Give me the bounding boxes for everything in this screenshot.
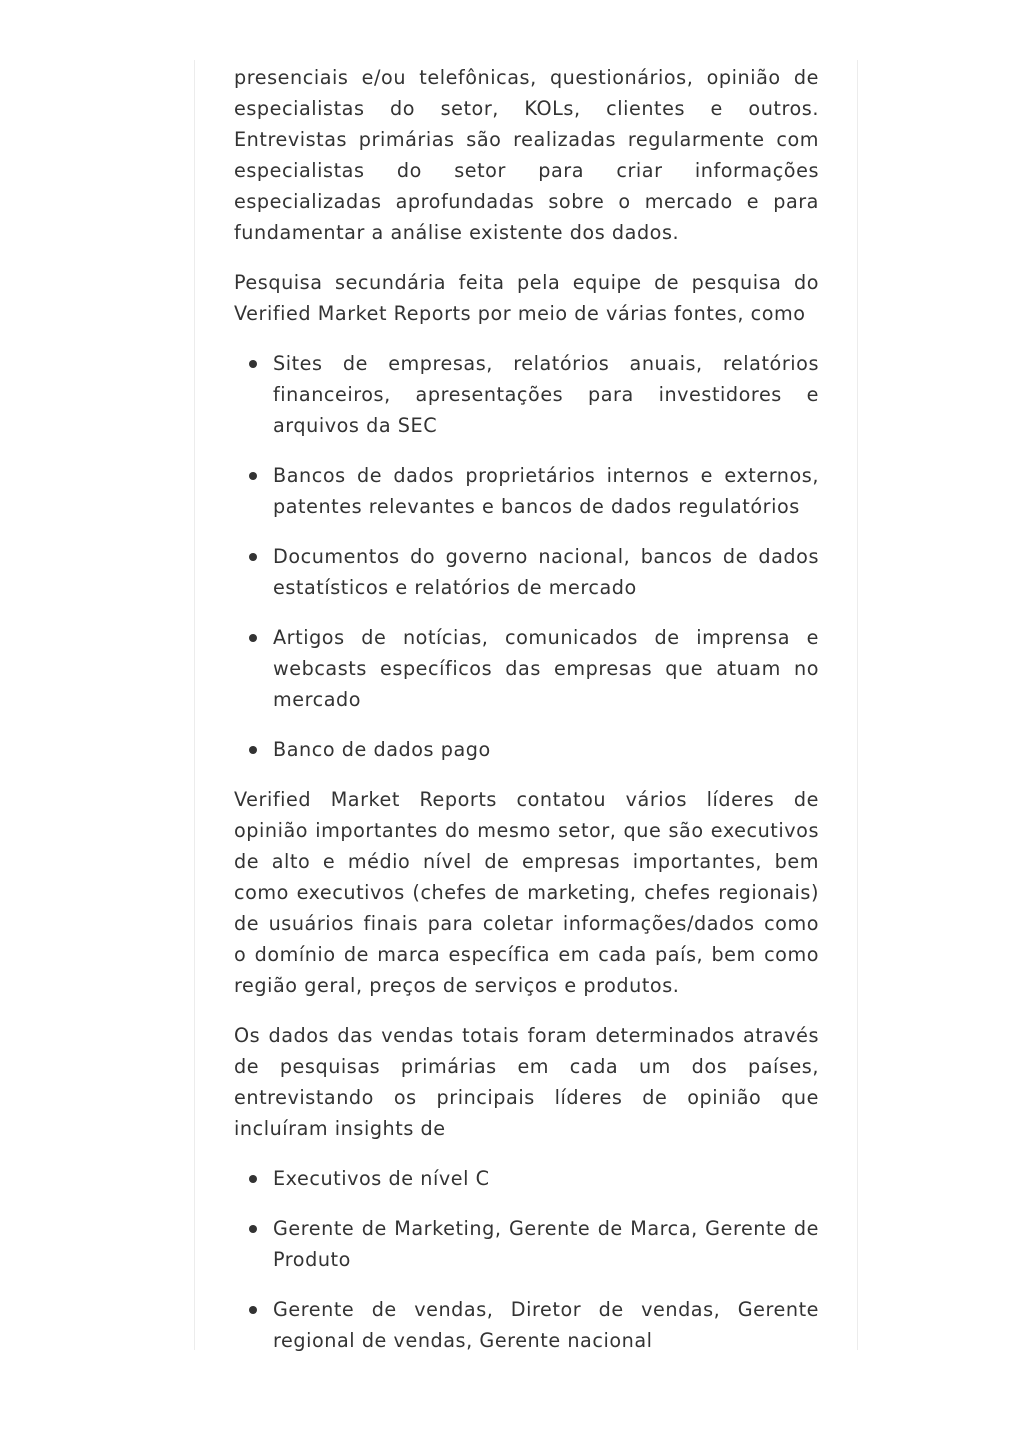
list-item (234, 1213, 819, 1275)
list-item (234, 622, 819, 715)
list-item (234, 1294, 819, 1356)
bullet-icon (249, 472, 257, 480)
list-item-text: Banco de dados pago (273, 738, 491, 761)
content-card (194, 60, 858, 1350)
bullet-icon (249, 1225, 257, 1233)
list-item-text: Executivos de nível C (273, 1167, 490, 1190)
bullet-icon (249, 1175, 257, 1183)
list-item-text: Artigos de notícias, comunicados de imprensa e webcasts específicos das empresas que atuam no mercado (273, 626, 819, 711)
list-item (234, 348, 819, 441)
list-item-text: Sites de empresas, relatórios anuais, relatórios financeiros, apresentações para investidores e arquivos da SEC (273, 352, 819, 437)
list-item-text: Gerente de Marketing, Gerente de Marca, Gerente de Produto (273, 1217, 819, 1271)
bullet-icon (249, 553, 257, 561)
bullet-icon (249, 634, 257, 642)
list-item (234, 734, 819, 765)
bullet-icon (249, 1306, 257, 1314)
paragraph-opinion-leaders: Verified Market Reports contatou vários líderes de opinião importantes do mesmo setor, que são executivos de alto e médio nível de empresas importantes, bem como executivos (chefes de marketing, chefes regionais) de usuários finais para coletar informações/dados como o domínio de marca específica em cada país, bem como região geral, preços de serviços e produtos. (234, 788, 819, 997)
list-item (234, 541, 819, 603)
article-body (234, 62, 819, 1375)
list-item (234, 1163, 819, 1194)
list-item-text: Bancos de dados proprietários internos e externos, patentes relevantes e bancos de dados regulatórios (273, 464, 819, 518)
interviewees-list (234, 1163, 819, 1356)
paragraph-secondary-research-intro: Pesquisa secundária feita pela equipe de pesquisa do Verified Market Reports por meio de várias fontes, como (234, 271, 819, 325)
paragraph-total-sales: Os dados das vendas totais foram determinados através de pesquisas primárias em cada um dos países, entrevistando os principais líderes de opinião que incluíram insights de (234, 1024, 819, 1140)
bullet-icon (249, 360, 257, 368)
list-item (234, 460, 819, 522)
list-item-text: Documentos do governo nacional, bancos de dados estatísticos e relatórios de mercado (273, 545, 819, 599)
paragraph-primary-research: presenciais e/ou telefônicas, questionários, opinião de especialistas do setor, KOLs, clientes e outros. Entrevistas primárias são realizadas regularmente com especialistas do setor para criar informações especializadas aprofundadas sobre o mercado e para fundamentar a análise existente dos dados. (234, 66, 819, 244)
bullet-icon (249, 746, 257, 754)
list-item-text: Gerente de vendas, Diretor de vendas, Gerente regional de vendas, Gerente nacional (273, 1298, 819, 1352)
secondary-sources-list (234, 348, 819, 765)
